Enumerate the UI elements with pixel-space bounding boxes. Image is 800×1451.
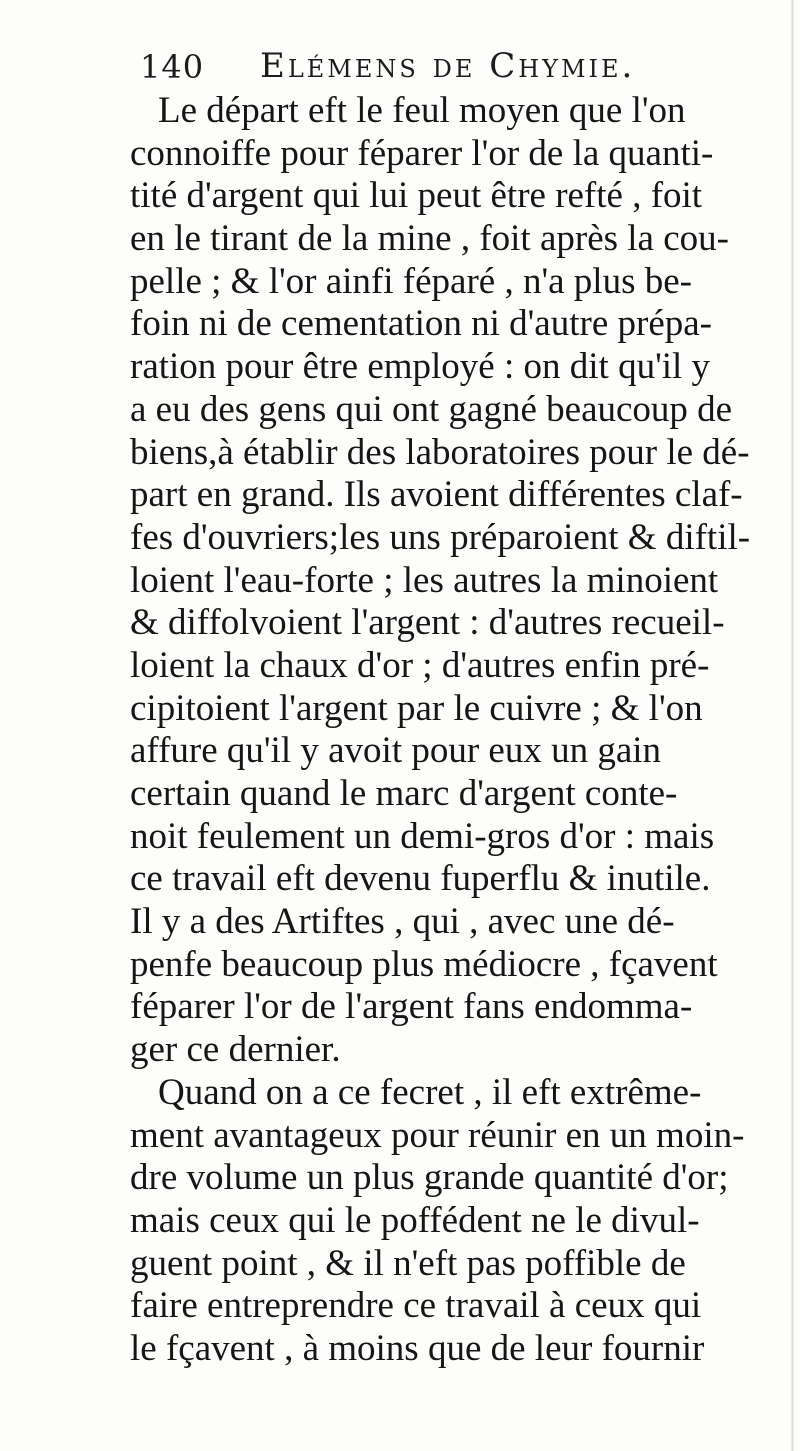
text-line: Quand on a ce fecret , il eft extrême- <box>158 1071 702 1113</box>
text-line: Le départ eft le feul moyen que l'on <box>158 90 686 131</box>
text-line: & diffolvoient l'argent : d'autres recueil- <box>130 602 725 644</box>
text-line: tité d'argent qui lui peut être refté , foit <box>130 175 703 217</box>
running-head <box>140 36 780 96</box>
text-line: biens,à établir des laboratoires pour le dé- <box>130 431 750 473</box>
text-line: certain quand le marc d'argent conte- <box>130 773 678 814</box>
text-line: ration pour être employé : on dit qu'il y <box>130 346 711 388</box>
text-line: guent point , & il n'eft pas poffible de <box>130 1242 686 1284</box>
text-line: noit feulement un demi-gros d'or : mais <box>130 815 715 857</box>
text-line: en le tirant de la mine , foit après la cou- <box>130 218 729 260</box>
text-line: loient l'eau-forte ; les autres la minoient <box>130 559 719 601</box>
text-line: connoiffe pour féparer l'or de la quanti- <box>130 132 714 174</box>
text-line: foin ni de cementation ni d'autre prépa- <box>130 303 712 345</box>
text-line: le fçavent , à moins que de leur fournir <box>130 1327 705 1369</box>
text-line: a eu des gens qui ont gagné beaucoup de <box>130 388 733 430</box>
text-line: part en grand. Ils avoient différentes claf- <box>130 474 743 516</box>
text-line: loient la chaux d'or ; d'autres enfin pré- <box>130 644 710 686</box>
text-line: Il y a des Artiftes , qui , avec une dé- <box>130 901 675 943</box>
text-line: faire entreprendre ce travail à ceux qui <box>130 1285 702 1327</box>
page-edge <box>791 0 794 1451</box>
running-title: Elémens de Chymie. <box>260 46 636 86</box>
text-line: mais ceux qui le poffédent ne le divul- <box>130 1199 700 1241</box>
body-text <box>130 90 780 1371</box>
text-line: cipitoient l'argent par le cuivre ; & l'on <box>130 687 703 729</box>
text-line: affure qu'il y avoit pour eux un gain <box>130 730 662 772</box>
text-line: penfe beaucoup plus médiocre , fçavent <box>130 943 718 985</box>
text-line: fes d'ouvriers;les uns préparoient & diftil- <box>130 516 751 558</box>
text-line: pelle ; & l'or ainfi féparé , n'a plus be- <box>130 260 692 302</box>
text-line: ment avantageux pour réunir en un moin- <box>130 1114 745 1156</box>
text-line: dre volume un plus grande quantité d'or; <box>130 1157 729 1199</box>
text-line: féparer l'or de l'argent fans endomma- <box>130 986 693 1028</box>
text-line: ce travail eft devenu fuperflu & inutile. <box>130 858 711 900</box>
text-line: ger ce dernier. <box>130 1029 341 1071</box>
page-number: 140 <box>140 48 205 86</box>
